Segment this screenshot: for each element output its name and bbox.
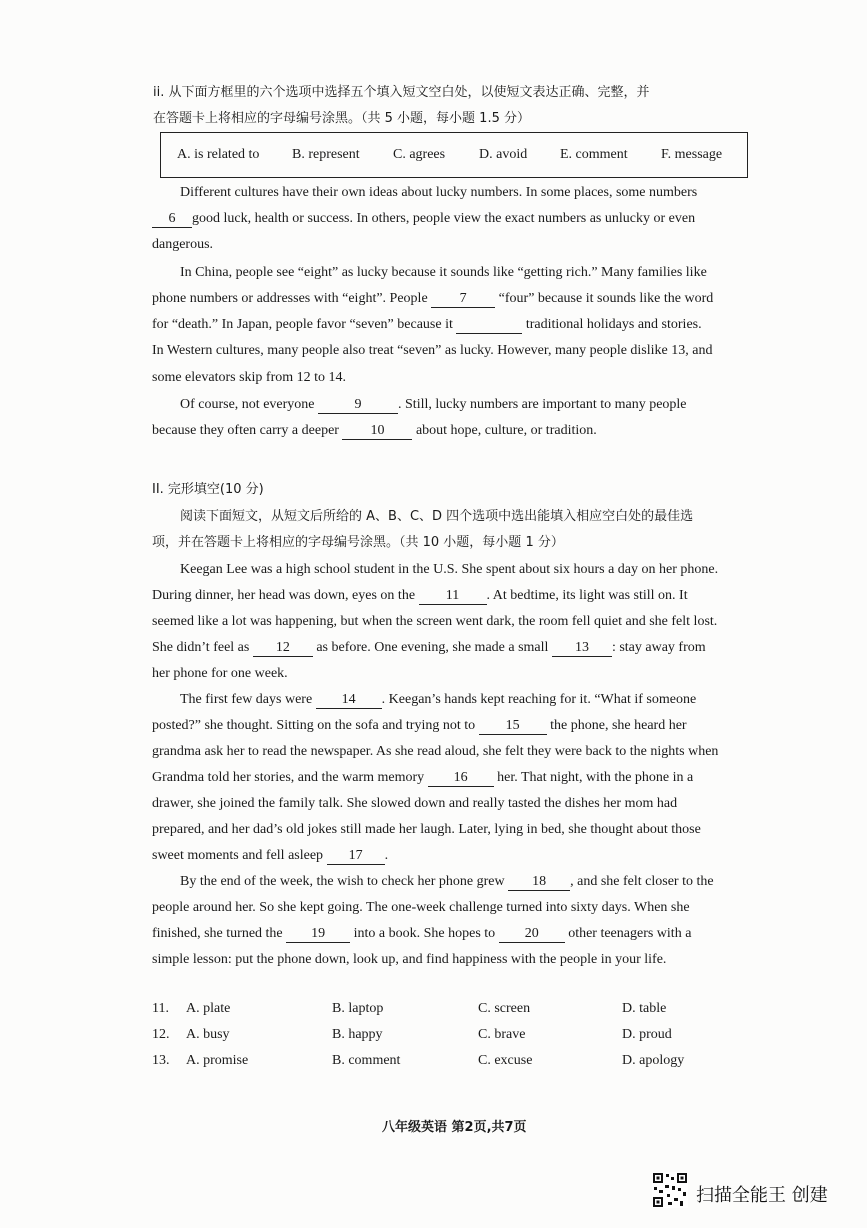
cloze-line-15-a: finished, she turned the: [152, 926, 283, 941]
option-f: F. message: [661, 147, 723, 162]
blank-19: 19: [286, 926, 350, 943]
options-box: [160, 132, 748, 178]
blank-20: 20: [499, 926, 565, 943]
cloze-line-13-a: By the end of the week, the wish to check her phone grew: [180, 874, 505, 889]
question-11-b: B. laptop: [332, 1001, 384, 1016]
p3-line-1: [180, 392, 780, 418]
cloze-line-5: her phone for one week.: [152, 666, 288, 681]
page-footer: 八年级英语 第2页,共7页: [382, 1120, 527, 1135]
p1-line-3: dangerous.: [152, 237, 214, 252]
cloze-line-13-b: , and she felt closer to the: [570, 874, 714, 889]
cloze-line-12: [152, 843, 752, 869]
option-c: C. agrees: [393, 147, 446, 162]
cloze-line-2-a: During dinner, her head was down, eyes on the: [152, 588, 416, 603]
p2-line-2: [152, 286, 752, 312]
cloze-line-15-b: into a book. She hopes to: [353, 926, 496, 941]
p2-line-3: [152, 312, 752, 338]
option-b: B. represent: [292, 147, 360, 162]
question-11-d: D. table: [622, 1001, 667, 1016]
blank-16: 16: [428, 770, 494, 787]
question-13-d: D. apology: [622, 1053, 685, 1068]
question-12-c: C. brave: [478, 1027, 526, 1042]
blank-15: 15: [479, 718, 547, 735]
cloze-line-15: [152, 921, 752, 947]
question-13-b: B. comment: [332, 1053, 401, 1068]
cloze-line-16: simple lesson: put the phone down, look up, and find happiness with the people in your life.: [152, 952, 667, 967]
p1-line-1: Different cultures have their own ideas about lucky numbers. In some places, some numbers: [180, 185, 698, 200]
cloze-line-4-a: She didn’t feel as: [152, 640, 250, 655]
question-12-d: D. proud: [622, 1027, 672, 1042]
option-a: A. is related to: [177, 147, 260, 162]
p1-line-2: [152, 206, 752, 232]
blank-10: 10: [342, 423, 412, 440]
cloze-line-9-a: Grandma told her stories, and the warm memory: [152, 770, 425, 785]
cloze-line-4: [152, 635, 752, 661]
cloze-line-6-a: The first few days were: [180, 692, 313, 707]
question-13-num: 13.: [152, 1053, 170, 1068]
blank-11: 11: [419, 588, 487, 605]
p2-line-1: In China, people see “eight” as lucky because it sounds like “getting rich.” Many families like: [180, 265, 707, 280]
blank-17: 17: [327, 848, 385, 865]
cloze-line-10: drawer, she joined the family talk. She slowed down and really tasted the dishes her mom had: [152, 796, 678, 811]
section-ii-instruction-2: 在答题卡上将相应的字母编号涂黑。（共 5 小题，每小题 1.5 分）: [153, 111, 530, 126]
cloze-line-11: prepared, and her dad’s old jokes still made her laugh. Later, lying in bed, she thought about those: [152, 822, 701, 837]
blank-7: 7: [431, 291, 495, 308]
cloze-line-8: grandma ask her to read the newspaper. As she read aloud, she felt they were back to the nights when: [152, 744, 719, 759]
watermark-text: 扫描全能王 创建: [696, 1185, 828, 1206]
blank-12: 12: [253, 640, 313, 657]
cloze-line-7-b: the phone, she heard her: [550, 718, 687, 733]
p3-line-1-b: . Still, lucky numbers are important to many people: [398, 397, 687, 412]
p2-line-2-b: “four” because it sounds like the word: [498, 291, 714, 306]
blank-6: 6: [152, 211, 192, 228]
option-d: D. avoid: [479, 147, 528, 162]
cloze-line-2: [152, 583, 752, 609]
cloze-line-12-a: sweet moments and fell asleep: [152, 848, 324, 863]
question-11-c: C. screen: [478, 1001, 531, 1016]
question-12-b: B. happy: [332, 1027, 383, 1042]
question-11-a: A. plate: [186, 1001, 231, 1016]
section-II-instruction-1: 阅读下面短文，从短文后所给的 A、B、C、D 四个选项中选出能填入相应空白处的最佳选: [180, 509, 694, 524]
p2-line-3-a: for “death.” In Japan, people favor “seven” because it: [152, 317, 453, 332]
p2-line-5: some elevators skip from 12 to 14.: [152, 370, 347, 385]
cloze-line-4-b: as before. One evening, she made a small: [316, 640, 549, 655]
section-II-heading: II. 完形填空(10 分): [152, 482, 264, 497]
p3-line-2-a: because they often carry a deeper: [152, 423, 339, 438]
option-e: E. comment: [560, 147, 628, 162]
blank-8: 8: [456, 317, 522, 334]
qr-code-icon: [652, 1172, 688, 1208]
cloze-line-2-b: . At bedtime, its light was still on. It: [486, 588, 688, 603]
p2-line-3-b: traditional holidays and stories.: [525, 317, 702, 332]
cloze-line-9-b: her. That night, with the phone in a: [497, 770, 694, 785]
blank-9: 9: [318, 397, 398, 414]
question-13-c: C. excuse: [478, 1053, 533, 1068]
cloze-line-6-b: . Keegan’s hands kept reaching for it. “What if someone: [381, 692, 697, 707]
cloze-line-6: [180, 687, 780, 713]
blank-18: 18: [508, 874, 570, 891]
cloze-line-1: Keegan Lee was a high school student in the U.S. She spent about six hours a day on her phone.: [180, 562, 719, 577]
p2-line-4: In Western cultures, many people also treat “seven” as lucky. However, many people dislike 13, and: [152, 343, 713, 358]
blank-13: 13: [552, 640, 612, 657]
question-12-num: 12.: [152, 1027, 170, 1042]
cloze-line-12-b: .: [384, 848, 389, 863]
p1-line-2-text: good luck, health or success. In others, people view the exact numbers as unlucky or even: [192, 211, 696, 226]
cloze-line-4-c: : stay away from: [611, 640, 706, 655]
cloze-line-14: people around her. So she kept going. The one-week challenge turned into sixty days. When she: [152, 900, 690, 915]
p3-line-2: [152, 418, 752, 444]
p2-line-2-a: phone numbers or addresses with “eight”. People: [152, 291, 428, 306]
question-12-a: A. busy: [186, 1027, 230, 1042]
question-13-a: A. promise: [186, 1053, 249, 1068]
question-11-num: 11.: [152, 1001, 169, 1016]
blank-14: 14: [316, 692, 382, 709]
p3-line-1-a: Of course, not everyone: [180, 397, 315, 412]
cloze-line-15-c: other teenagers with a: [568, 926, 692, 941]
cloze-line-7-a: posted?” she thought. Sitting on the sofa and trying not to: [152, 718, 476, 733]
cloze-line-7: [152, 713, 752, 739]
section-ii-instruction-1: ii. 从下面方框里的六个选项中选择五个填入短文空白处，以使短文表达正确、完整，并: [153, 85, 650, 100]
cloze-line-3: seemed like a lot was happening, but when the screen went dark, the room fell quiet and she felt lost.: [152, 614, 718, 629]
cloze-line-9: [152, 765, 752, 791]
cloze-line-13: [180, 869, 780, 895]
section-II-instruction-2: 项，并在答题卡上将相应的字母编号涂黑。（共 10 小题，每小题 1 分）: [152, 535, 564, 550]
p3-line-2-b: about hope, culture, or tradition.: [415, 423, 597, 438]
